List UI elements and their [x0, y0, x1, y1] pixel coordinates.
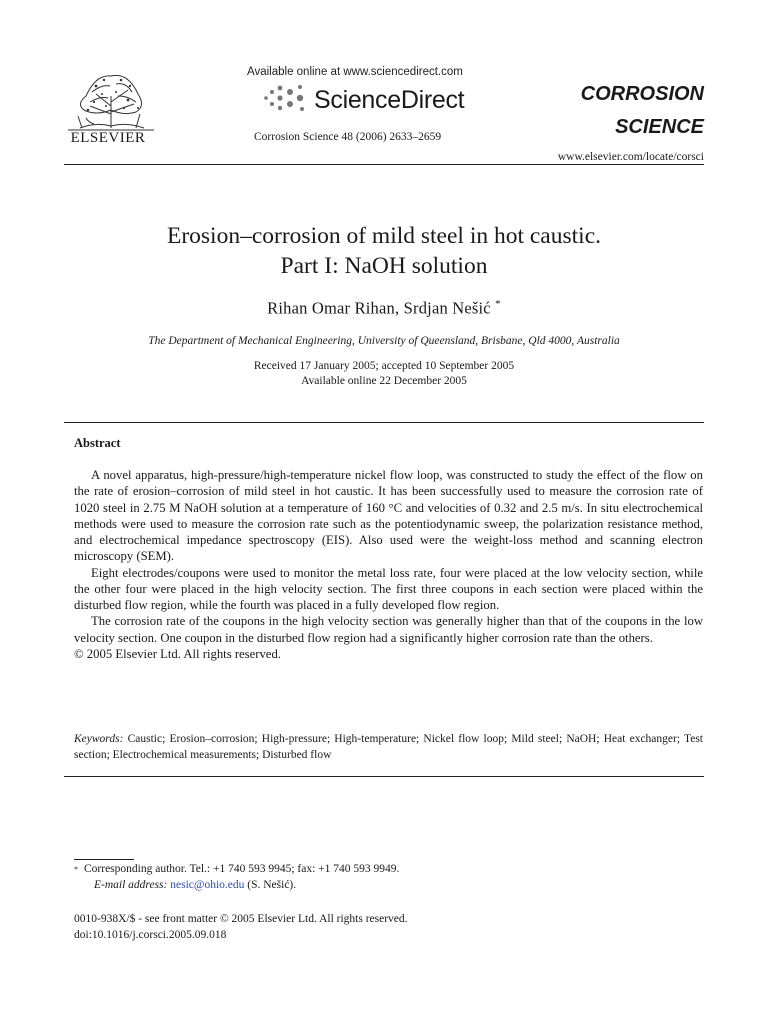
abstract-heading: Abstract	[74, 436, 121, 450]
abstract-bottom-rule	[64, 776, 704, 777]
online-date: Available online 22 December 2005	[301, 375, 467, 387]
footnote-mark: *	[74, 865, 78, 874]
keywords-label: Keywords:	[74, 733, 124, 745]
article-title-line2: Part I: NaOH solution	[280, 253, 488, 279]
article-title-line1: Erosion–corrosion of mild steel in hot caustic.	[166, 223, 601, 249]
header-rule	[64, 164, 704, 165]
footnote-rule	[74, 859, 134, 860]
abstract-top-rule	[64, 422, 704, 423]
available-online-text: Available online at www.sciencedirect.com	[247, 66, 463, 78]
imprint	[74, 912, 694, 943]
author-names: Rihan Omar Rihan, Srdjan Nešić	[267, 298, 491, 318]
journal-citation: Corrosion Science 48 (2006) 2633–2659	[254, 131, 442, 143]
sciencedirect-wordmark: ScienceDirect	[314, 86, 465, 114]
journal-title-line2: SCIENCE	[615, 116, 704, 138]
email-label: E-mail address:	[94, 878, 168, 891]
email-link[interactable]: nesic@ohio.edu	[170, 878, 245, 891]
abstract-body	[74, 467, 703, 662]
corresponding-author-footnote	[74, 862, 694, 893]
abstract-paragraph: Eight electrodes/coupons were used to monitor the metal loss rate, four were placed at the low velocity section, while the other four were placed in the high velocity section. The first three coupons in each section were placed within the disturbed flow region, while the fourth was placed in a fully developed flow region.	[74, 565, 703, 612]
journal-title	[578, 78, 704, 144]
author-affiliation: The Department of Mechanical Engineering, University of Queensland, Brisbane, Qld 4000, Australia	[148, 335, 620, 347]
issn-line: 0010-938X/$ - see front matter © 2005 Elsevier Ltd. All rights reserved.	[74, 913, 408, 925]
abstract-paragraph: A novel apparatus, high-pressure/high-temperature nickel flow loop, was constructed to study the effect of the flow on the rate of erosion–corrosion of mild steel in hot caustic. It has been successfully used to measure the corrosion rate of 1020 steel in 2.75 M NaOH solution at a temperature of 160 °C and velocities of 0.32 and 2.5 m/s. In situ electrochemical methods were used to measure the corrosion rate such as the potentiodynamic sweep, the polarization resistance method, and electrochemical impedance spectroscopy (EIS). Also used were the weight-loss method and scanning electron microscopy (SEM).	[74, 468, 703, 564]
sciencedirect-dots-icon	[262, 82, 310, 112]
keywords-list: Caustic; Erosion–corrosion; High-pressure; High-temperature; Nickel flow loop; Mild steel; NaOH; Heat exchanger; Test section; Electrochemical measurements; Disturbed flow	[74, 733, 703, 761]
journal-url[interactable]: www.elsevier.com/locate/corsci	[557, 151, 704, 163]
corresponding-author-contact: Corresponding author. Tel.: +1 740 593 9945; fax: +1 740 593 9949.	[84, 863, 400, 875]
corresponding-author-mark[interactable]: *	[495, 298, 501, 310]
email-owner: (S. Nešić).	[247, 878, 297, 891]
journal-title-line1: CORROSION	[580, 83, 704, 105]
received-date: Received 17 January 2005; accepted 10 September 2005	[253, 360, 515, 372]
doi-line[interactable]: doi:10.1016/j.corsci.2005.09.018	[74, 928, 227, 941]
publisher-name: ELSEVIER	[70, 130, 146, 146]
abstract-paragraph: The corrosion rate of the coupons in the high velocity section was generally higher than that of the coupons in the low velocity section. One coupon in the disturbed flow region had a significantly higher corrosion rate than the others.	[74, 614, 703, 645]
keywords	[74, 731, 703, 763]
article-dates	[64, 359, 704, 389]
author-list	[64, 298, 704, 319]
article-title	[64, 221, 704, 281]
abstract-copyright: © 2005 Elsevier Ltd. All rights reserved.	[74, 646, 281, 661]
